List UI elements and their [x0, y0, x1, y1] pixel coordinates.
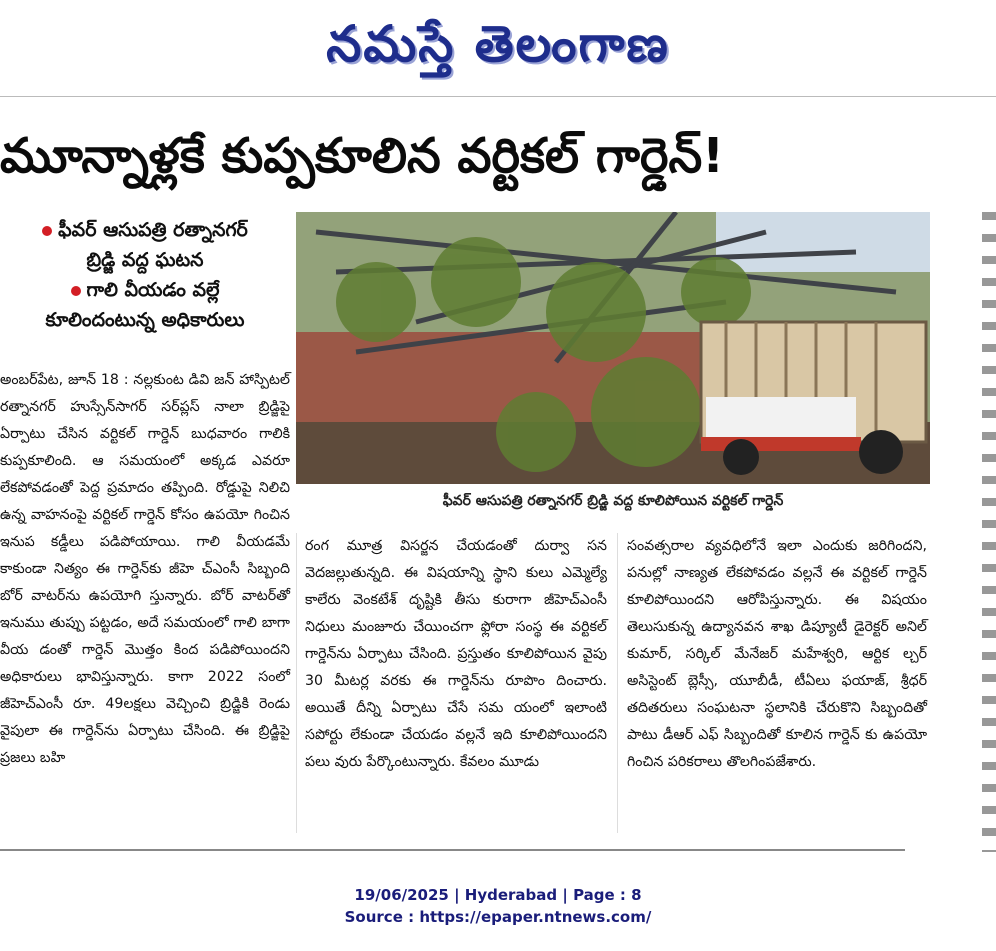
- article-column-3: [627, 533, 927, 776]
- article-headline: మూన్నాళ్లకే కుప్పకూలిన వర్టికల్ గార్డెన్!: [0, 128, 725, 184]
- footer-date-page: 19/06/2025 | Hyderabad | Page : 8: [354, 886, 642, 904]
- column-text: సంవత్సరాల వ్యవధిలోనే ఇలా ఎందుకు జరిగిందని, పనుల్లో నాణ్యత లేకపోవడం వల్లనే ఈ వర్టికల్ గార్డెన్ కూలిపోయిందని ఆరోపిస్తున్నారు. ఈ విషయం తెలుసుకున్న ఉద్యానవన శాఖ డిప్యూటీ డైరెక్టర్ అనిల్ కుమార్, సర్కిల్ మేనేజర్ మహేశ్వరి, ఆర్టిక ల్చర్ అసిస్టెంట్ బ్లెస్సీ, యూబీడీ, టీఏలు ఫయాజ్, శ్రీధర్ తదితరులు సంఘటనా స్థలానికి చేరుకొని సిబ్బందితో పాటు డీఆర్ ఎఫ్ సిబ్బందితో కూలిన గార్డెన్ కు ఉపయో గించిన పరికరాలు తొలగింపజేశారు.: [627, 538, 927, 770]
- adjacent-column-edge: [982, 212, 996, 852]
- article-column-1: [0, 367, 290, 772]
- subhead-1: ఫీవర్ ఆసుపత్రి రత్నానగర్: [0, 215, 290, 245]
- article-subheads: [0, 215, 290, 335]
- column-text: రంగ మూత్ర విసర్జన చేయడంతో దుర్వా సన వెదజల్లుతున్నది. ఈ విషయాన్ని స్థాని కులు ఎమ్మెల్యే కాలేరు వెంకటేశ్ దృష్టికి తీసు కురాగా జీహెచ్ఎంసీ నిధులు మంజూరు చేయించగా ఫ్లోరా సంస్థ ఈ వర్టికల్ గార్డెన్‌ను ఏర్పాటు చేసింది. ప్రస్తుతం కూలిపోయిన వైపు 30 మీటర్ల వరకు ఈ గార్డెన్‌ను రూపొం దించారు. అయితే దీన్ని ఏర్పాటు చేసే సమ యంలో ఇలాంటి సపోర్టు లేకుండా చేయడం వల్లనే ఇది కూలిపోయిందని పలు వురు పేర్కొంటున్నారు. కేవలం మూడు: [305, 538, 607, 770]
- news-clipping: [0, 96, 996, 857]
- subhead-4: కూలిందంటున్న అధికారులు: [45, 309, 245, 331]
- masthead: [0, 0, 996, 92]
- bottom-rule: [0, 849, 905, 851]
- article-column-2: [305, 533, 607, 776]
- subhead-2: బ్రిడ్జి వద్ద ఘటన: [86, 249, 204, 271]
- bullet-icon: [71, 286, 81, 296]
- column-divider: [296, 533, 297, 833]
- article-photo: [296, 212, 930, 484]
- masthead-logo-text: నమస్తే తెలంగాణ: [326, 14, 670, 73]
- photo-caption: ఫీవర్ ఆసుపత్రి రత్నానగర్ బ్రిడ్జి వద్ద కూలిపోయిన వర్టికల్ గార్డెన్: [442, 493, 784, 509]
- column-divider: [617, 533, 618, 833]
- column-text: అంబర్‌పేట, జూన్ 18 : నల్లకుంట డివి జన్ హాస్పిటల్ రత్నానగర్ హుస్సేన్‌సాగర్ సర్‌ప్లస్ నాలా బ్రిడ్జిపై ఏర్పాటు చేసిన వర్టికల్ గార్డెన్ బుధవారం గాలికి కుప్పకూలింది. ఆ సమయంలో అక్కడ ఎవరూ లేకపోవడంతో పెద్ద ప్రమాదం తప్పింది. రోడ్డుపై నిలిచి ఉన్న వాహనంపై వర్టికల్ గార్డెన్ కోసం ఉపయో గించిన ఇనుప కడ్డీలు పడిపోయాయి. గాలి వీయడమే కాకుండా నిత్యం ఈ గార్డెన్‌కు జీహె చ్ఎంసీ సిబ్బంది బోర్ వాటర్‌ను ఉపయోగి స్తున్నారు. బోర్ వాటర్‌తో ఇనుము తుప్పు పట్టడం, అదే సమయంలో గాలి బాగా వీయ డంతో గార్డెన్ మొత్తం కింద పడిపోయిందని అధికారులు భావిస్తున్నారు. కాగా 2022 సంలో జీహెచ్ఎంసీ రూ. 49లక్షలు వెచ్చించి బ్రిడ్జికి రెండు వైపులా ఈ గార్డెన్‌ను ఏర్పాటు చేసింది. ఈ బ్రిడ్జిపై ప్రజలు బహి: [0, 372, 290, 766]
- collapsed-garden-photo: [296, 212, 930, 484]
- clipping-footer: [0, 884, 996, 928]
- subhead-3: గాలి వీయడం వల్లే: [0, 275, 290, 305]
- footer-source: Source : https://epaper.ntnews.com/: [344, 908, 652, 926]
- bullet-icon: [42, 226, 52, 236]
